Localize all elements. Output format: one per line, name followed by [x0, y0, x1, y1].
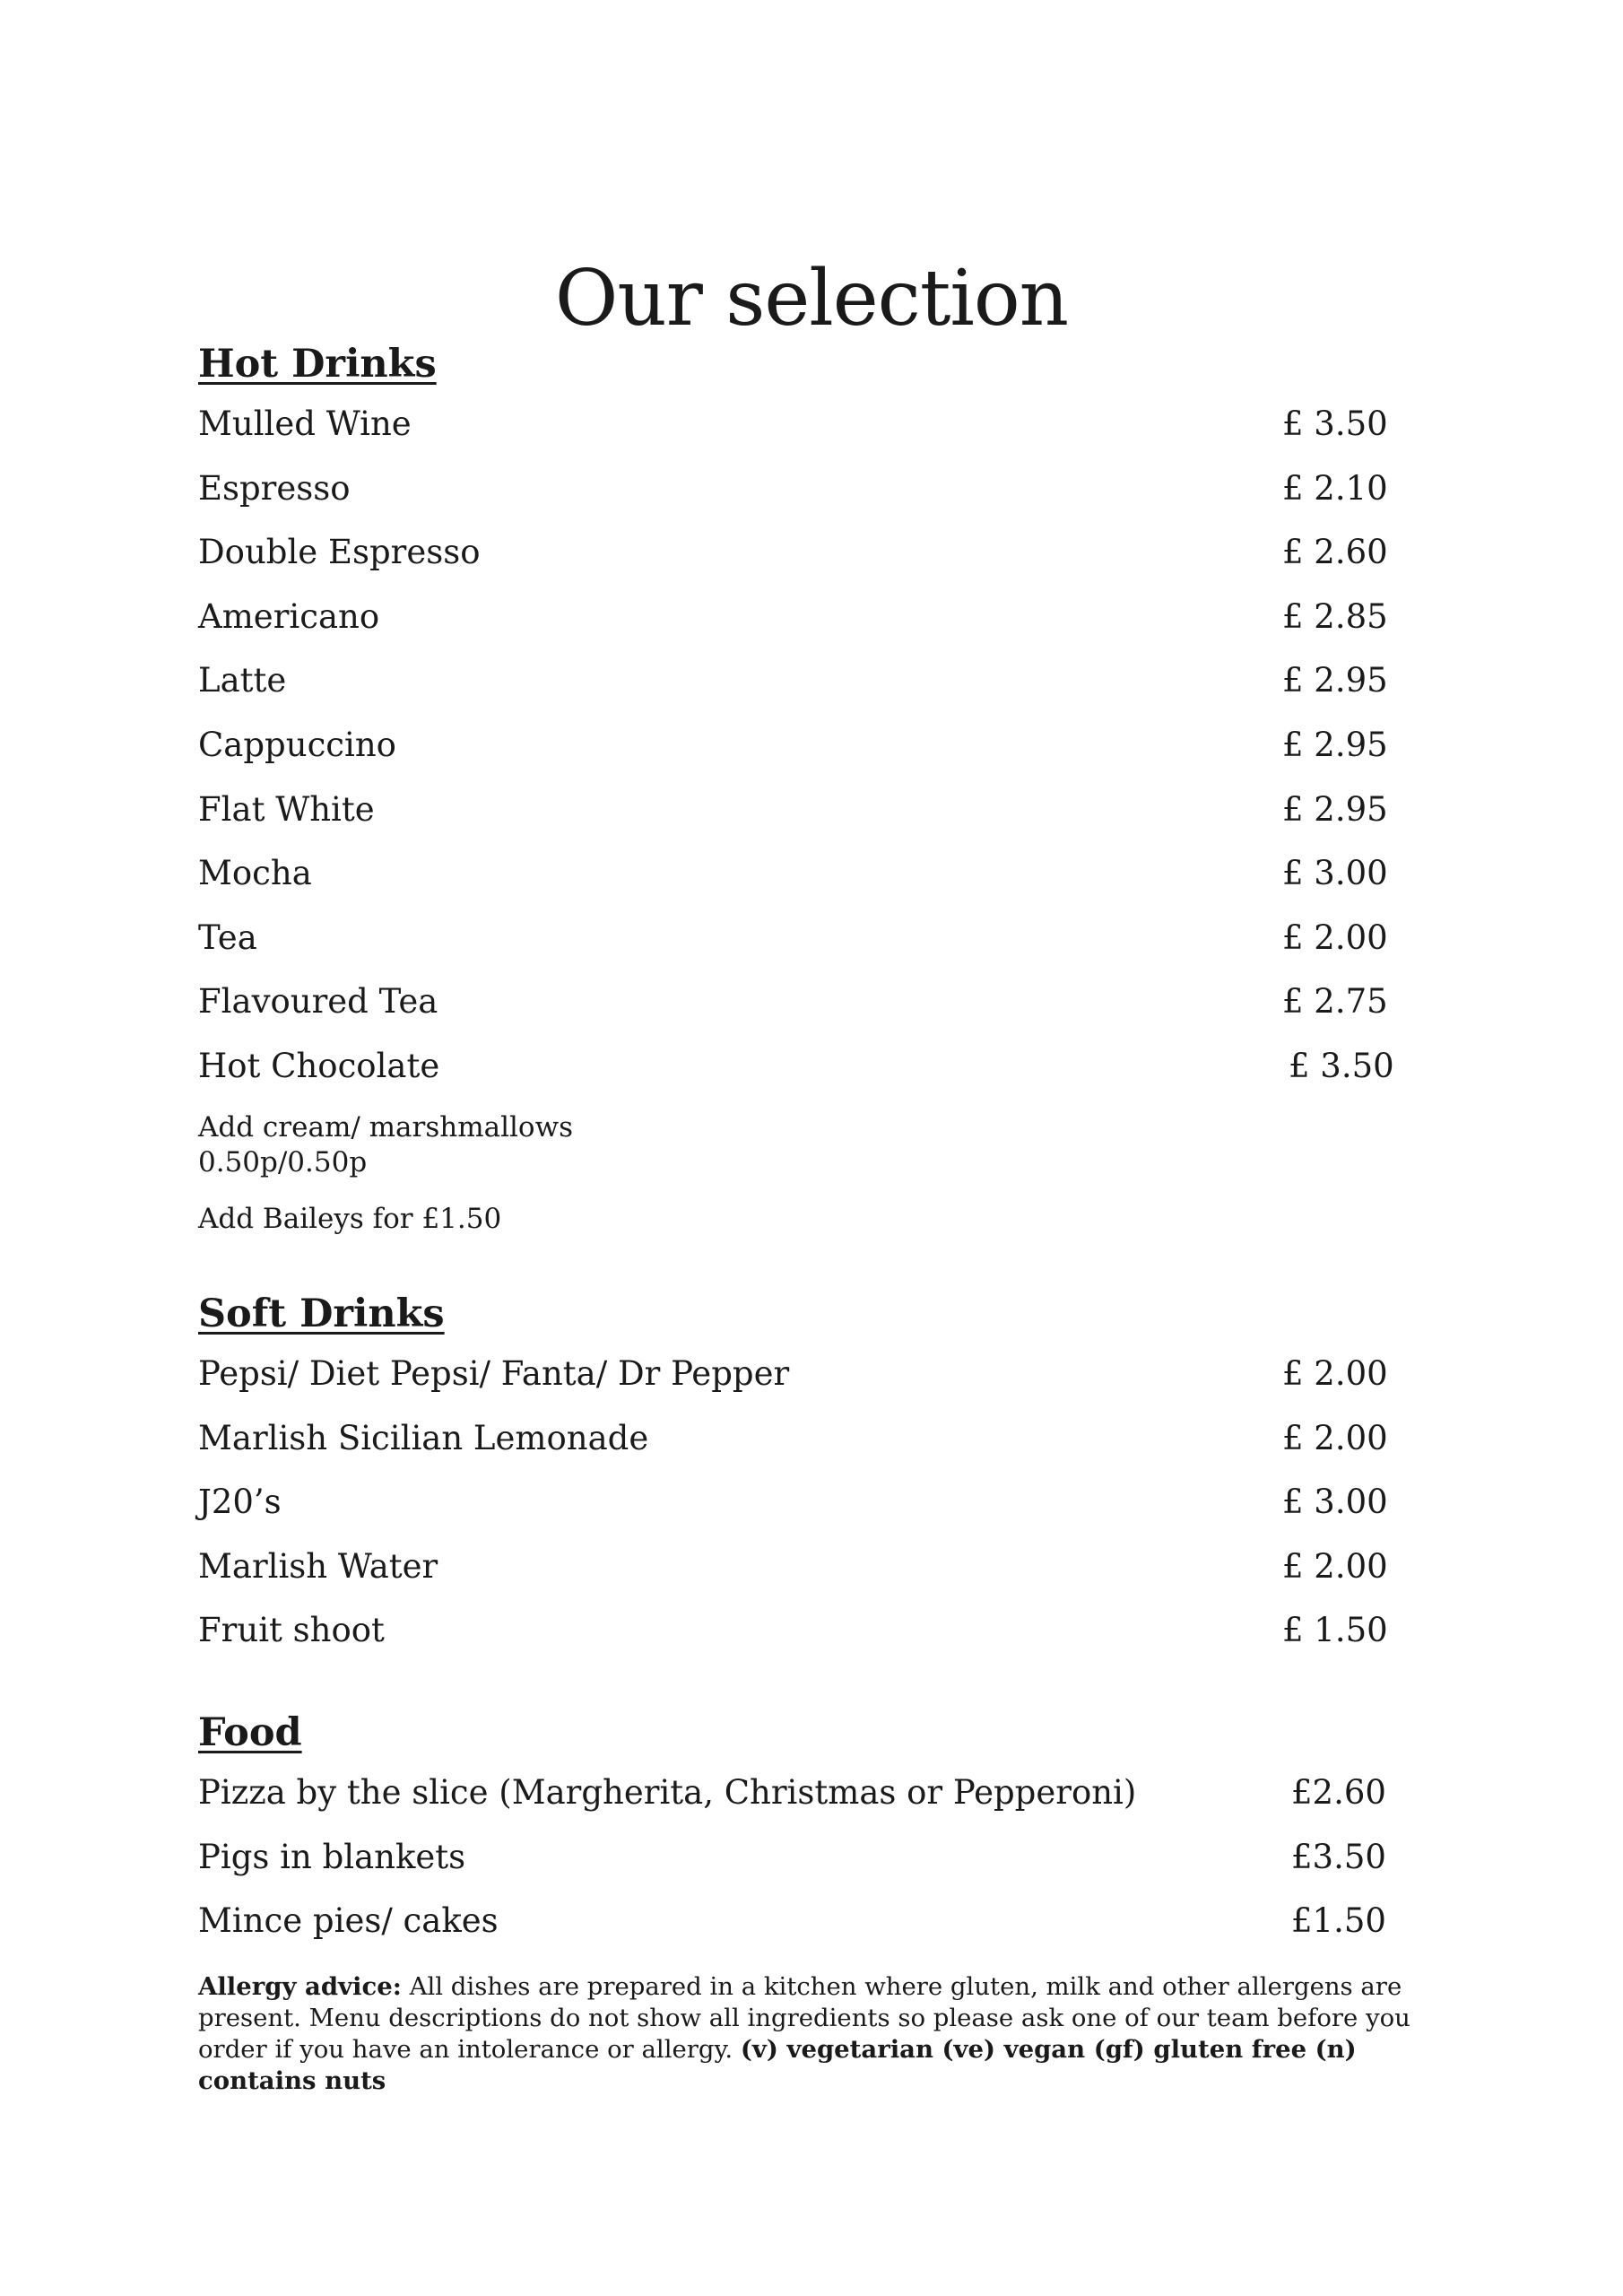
item-price: £ 3.00	[1282, 1483, 1388, 1522]
section-food	[198, 1704, 1418, 1954]
item-name: Americano	[198, 596, 380, 636]
menu-row	[198, 1599, 1418, 1664]
menu-row	[198, 714, 1418, 778]
baileys-note: Add Baileys for £1.50	[198, 1202, 502, 1235]
item-price: £ 2.85	[1282, 596, 1388, 636]
item-price: £ 3.50	[1289, 1046, 1394, 1085]
item-price: £ 2.95	[1282, 789, 1388, 829]
item-name: Latte	[198, 661, 287, 700]
item-name: Pepsi/ Diet Pepsi/ Fanta/ Dr Pepper	[198, 1354, 790, 1393]
addon-note	[198, 1110, 1418, 1180]
item-name: Flat White	[198, 789, 375, 829]
item-price: £ 2.00	[1282, 1546, 1388, 1586]
menu-row	[198, 1471, 1418, 1535]
page-title: Our selection	[554, 253, 1069, 344]
addon-note-prices: 0.50p/0.50p	[198, 1145, 368, 1178]
item-name: Marlish Water	[198, 1546, 438, 1586]
menu-row	[198, 970, 1418, 1035]
menu-row	[198, 1890, 1418, 1954]
menu-row	[198, 778, 1418, 843]
item-name: Mulled Wine	[198, 404, 412, 443]
item-price: £ 2.60	[1282, 533, 1388, 572]
section-soft-drinks	[198, 1285, 1418, 1664]
menu-row	[198, 907, 1418, 971]
item-price: £ 2.75	[1282, 982, 1388, 1022]
menu-row	[198, 1035, 1418, 1100]
item-price: £ 2.95	[1282, 725, 1388, 764]
item-name: J20’s	[198, 1483, 282, 1522]
item-name: Fruit shoot	[198, 1611, 385, 1650]
menu-row	[198, 586, 1418, 650]
menu-row	[198, 457, 1418, 522]
item-name: Flavoured Tea	[198, 982, 438, 1022]
item-price: £ 2.00	[1282, 918, 1388, 957]
item-price: £ 3.00	[1282, 854, 1388, 893]
item-price: £ 1.50	[1282, 1611, 1388, 1650]
allergy-text: All dishes are prepared in a kitchen where gluten, milk and other allergens are present. Menu descriptions do not show all ingredients so please ask one of our team before you order if you have an intolerance or allergy.	[198, 1972, 1410, 2064]
item-price: £ 2.00	[1282, 1354, 1388, 1393]
item-name: Tea	[198, 918, 257, 957]
menu-row	[198, 393, 1418, 457]
allergy-label: Allergy advice:	[198, 1972, 402, 2001]
item-name: Marlish Sicilian Lemonade	[198, 1418, 649, 1457]
item-price: £1.50	[1291, 1901, 1386, 1941]
item-name: Cappuccino	[198, 725, 396, 764]
section-heading-food: Food	[198, 1710, 302, 1755]
item-name: Hot Chocolate	[198, 1046, 440, 1085]
section-hot-drinks	[198, 335, 1418, 1237]
item-name: Mocha	[198, 854, 312, 893]
item-price: £2.60	[1291, 1773, 1386, 1812]
item-price: £ 2.00	[1282, 1418, 1388, 1457]
item-price: £ 2.10	[1282, 468, 1388, 508]
item-price: £ 3.50	[1282, 404, 1388, 443]
section-heading-hot-drinks: Hot Drinks	[198, 342, 437, 387]
item-name: Pizza by the slice (Margherita, Christmas or Pepperoni)	[198, 1773, 1137, 1812]
item-name: Pigs in blankets	[198, 1837, 466, 1876]
item-name: Double Espresso	[198, 533, 481, 572]
menu-row	[198, 649, 1418, 714]
dietary-key: (v) vegetarian (ve) vegan (gf) gluten free (n) contains nuts	[198, 2035, 1357, 2095]
menu-row	[198, 1826, 1418, 1891]
menu-row	[198, 1343, 1418, 1407]
menu-row	[198, 842, 1418, 907]
menu-row	[198, 1407, 1418, 1472]
item-price: £3.50	[1291, 1837, 1386, 1876]
menu-row	[198, 1535, 1418, 1600]
menu-row	[198, 521, 1418, 586]
allergy-advice	[198, 1971, 1454, 2097]
item-name: Mince pies/ cakes	[198, 1901, 499, 1941]
addon-note-line: Add cream/ marshmallows	[198, 1110, 574, 1144]
item-name: Espresso	[198, 468, 351, 508]
item-price: £ 2.95	[1282, 661, 1388, 700]
section-heading-soft-drinks: Soft Drinks	[198, 1292, 445, 1336]
menu-row	[198, 1761, 1418, 1826]
